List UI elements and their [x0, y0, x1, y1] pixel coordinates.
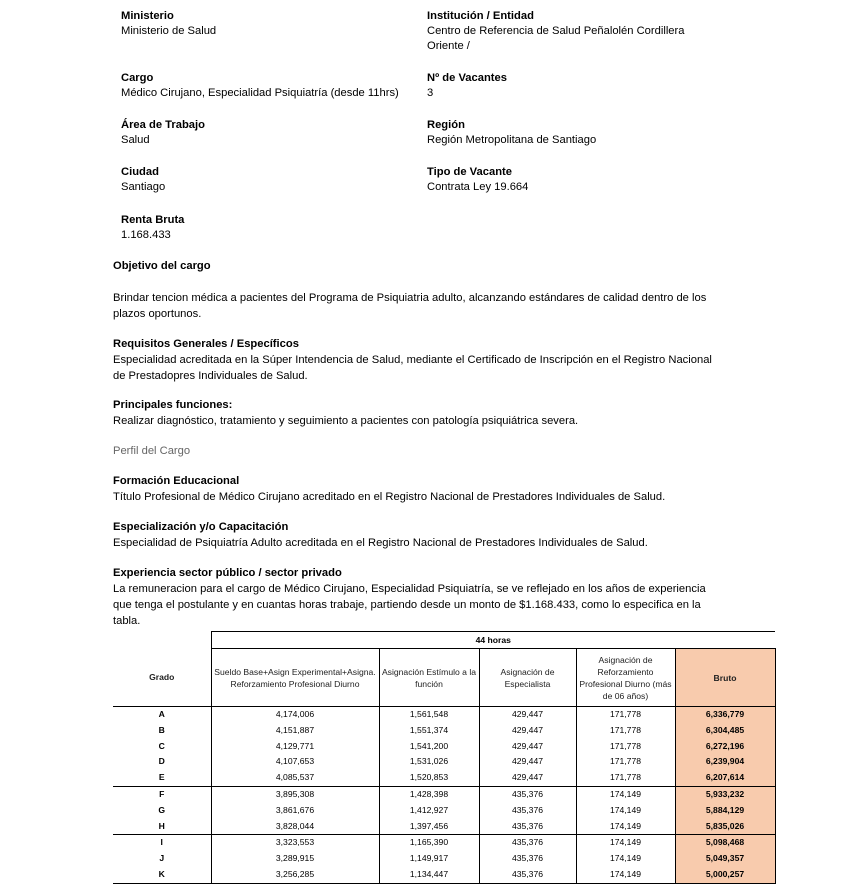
column-header: Sueldo Base+Asign Experimental+Asigna. Reforzamiento Profesional Diurno [211, 649, 379, 707]
table-cell: 429,447 [479, 723, 576, 739]
field-value: Ministerio de Salud [121, 25, 217, 37]
table-cell: 174,149 [576, 835, 675, 851]
field-label: Tipo de Vacante [427, 166, 512, 178]
salary-table [113, 631, 776, 884]
bruto-cell: 5,835,026 [675, 819, 775, 835]
bruto-cell: 5,000,257 [675, 867, 775, 883]
field-value: Centro de Referencia de Salud Peñalolén Cordillera [427, 25, 685, 37]
section-heading: Experiencia sector público / sector privado [113, 567, 342, 579]
table-cell: 429,447 [479, 754, 576, 770]
table-row [113, 819, 775, 835]
table-cell: 174,149 [576, 819, 675, 835]
column-header: Asignación de Especialista [479, 649, 576, 707]
table-cell: 435,376 [479, 786, 576, 802]
grado-cell: B [158, 724, 165, 735]
table-cell: 174,149 [576, 867, 675, 883]
grado-cell: E [158, 772, 165, 783]
bruto-cell: 6,272,196 [675, 739, 775, 755]
table-cell: 435,376 [479, 819, 576, 835]
bruto-cell: 5,049,357 [675, 851, 775, 867]
field-value: Salud [121, 134, 150, 146]
table-cell: 1,165,390 [379, 835, 479, 851]
grado-cell: C [158, 740, 165, 751]
section-body: Título Profesional de Médico Cirujano acreditado en el Registro Nacional de Prestadores Individuales de Salud. [113, 491, 666, 503]
field-tipo-vacante [427, 165, 528, 195]
grado-cell: A [158, 709, 165, 719]
section-requisitos [113, 336, 723, 384]
section-perfil [113, 443, 723, 459]
table-cell: 4,129,771 [211, 739, 379, 755]
field-cargo [121, 71, 399, 101]
table-cell: 435,376 [479, 867, 576, 883]
section-formacion [113, 473, 723, 505]
table-row [113, 739, 775, 755]
grado-header: Grado [113, 649, 211, 707]
salary-table-body [113, 707, 775, 884]
column-header: Asignación de Reforzamiento Profesional Diurno (más de 06 años) [576, 649, 675, 707]
grado-cell: F [113, 786, 211, 802]
table-cell: 171,778 [576, 739, 675, 755]
field-value: Contrata Ley 19.664 [427, 181, 529, 193]
table-cell: 3,828,044 [211, 819, 379, 835]
table-cell: 3,323,553 [211, 835, 379, 851]
bruto-cell: 6,336,779 [675, 707, 775, 723]
table-cell: 171,778 [576, 770, 675, 786]
table-cell: 174,149 [576, 803, 675, 819]
table-cell: 1,551,374 [379, 723, 479, 739]
hours-header: 44 horas [211, 632, 775, 649]
table-row [113, 867, 775, 883]
table-cell: 3,895,308 [211, 786, 379, 802]
field-label: Ministerio [121, 10, 174, 22]
grado-cell: D [158, 756, 165, 767]
table-cell: 435,376 [479, 851, 576, 867]
section-objetivo [113, 258, 723, 322]
field-institucion [427, 9, 684, 54]
table-cell: 1,561,548 [379, 707, 479, 723]
table-cell: 174,149 [576, 786, 675, 802]
bruto-cell: 5,098,468 [675, 835, 775, 851]
table-row [113, 803, 775, 819]
table-row [113, 754, 775, 770]
section-heading: Formación Educacional [113, 475, 240, 487]
table-cell: 3,861,676 [211, 803, 379, 819]
table-row [113, 851, 775, 867]
grado-cell: J [159, 853, 165, 864]
section-heading: Especialización y/o Capacitación [113, 521, 289, 533]
table-cell: 4,085,537 [211, 770, 379, 786]
section-heading: Requisitos Generales / Específicos [113, 338, 299, 350]
field-label: Institución / Entidad [427, 10, 534, 22]
grado-cell: G [158, 804, 166, 815]
field-label: Ciudad [121, 166, 159, 178]
bruto-cell: 5,884,129 [675, 803, 775, 819]
section-experiencia [113, 565, 723, 629]
field-value: Región Metropolitana de Santiago [427, 134, 597, 146]
field-ministerio [121, 9, 216, 39]
table-row [113, 786, 775, 802]
table-cell: 3,256,285 [211, 867, 379, 883]
field-label: Renta Bruta [121, 214, 185, 226]
field-vacantes [427, 71, 507, 101]
table-row [113, 723, 775, 739]
table-cell: 4,107,653 [211, 754, 379, 770]
section-body: La remuneracion para el cargo de Médico Cirujano, Especialidad Psiquiatría, se ve reflejado en los años de experiencia que tenga el postulante y en cuantas horas trabaje, partiendo desde un monto de $1.168.433, como lo especifica en la tabla. [113, 583, 706, 627]
table-cell: 429,447 [479, 739, 576, 755]
column-header: Asignación Estímulo a la función [379, 649, 479, 707]
section-heading: Objetivo del cargo [113, 260, 211, 272]
field-label: Área de Trabajo [121, 119, 205, 131]
section-especializacion [113, 519, 723, 551]
section-body: Brindar tencion médica a pacientes del Programa de Psiquiatria adulto, alcanzando estándares de calidad dentro de los plazos oportunos. [113, 292, 707, 320]
field-label: Cargo [121, 72, 154, 84]
table-cell: 1,149,917 [379, 851, 479, 867]
bruto-cell: 6,207,614 [675, 770, 775, 786]
field-value: Médico Cirujano, Especialidad Psiquiatría (desde 11hrs) [121, 87, 399, 99]
table-cell: 4,174,006 [211, 707, 379, 723]
section-heading: Perfil del Cargo [113, 445, 191, 457]
table-cell: 435,376 [479, 803, 576, 819]
section-body: Realizar diagnóstico, tratamiento y seguimiento a pacientes con patología psiquiátrica severa. [113, 415, 579, 427]
table-cell: 3,289,915 [211, 851, 379, 867]
table-cell: 1,134,447 [379, 867, 479, 883]
table-cell: 1,412,927 [379, 803, 479, 819]
field-value: 1.168.433 [121, 229, 171, 241]
field-value: Oriente / [427, 40, 470, 52]
section-funciones [113, 397, 723, 429]
field-label: Nº de Vacantes [427, 72, 507, 84]
bruto-cell: 6,304,485 [675, 723, 775, 739]
field-ciudad [121, 165, 165, 195]
table-cell: 1,397,456 [379, 819, 479, 835]
table-cell: 4,151,887 [211, 723, 379, 739]
section-body: Especialidad de Psiquiatría Adulto acreditada en el Registro Nacional de Prestadores Individuales de Salud. [113, 537, 648, 549]
table-row [113, 835, 775, 851]
table-cell: 1,428,398 [379, 786, 479, 802]
bruto-cell: 5,933,232 [675, 786, 775, 802]
bruto-header: Bruto [675, 649, 775, 707]
field-value: Santiago [121, 181, 166, 193]
table-cell: 171,778 [576, 723, 675, 739]
field-value: 3 [427, 87, 434, 99]
table-cell: 171,778 [576, 754, 675, 770]
bruto-cell: 6,239,904 [675, 754, 775, 770]
table-cell: 1,531,026 [379, 754, 479, 770]
table-cell: 429,447 [479, 707, 576, 723]
table-cell: 1,520,853 [379, 770, 479, 786]
grado-cell: K [113, 867, 211, 883]
field-area [121, 118, 205, 148]
table-row [113, 707, 775, 723]
table-row [113, 770, 775, 786]
field-label: Región [427, 119, 465, 131]
section-body: Especialidad acreditada en la Súper Intendencia de Salud, mediante el Certificado de Inscripción en el Registro Nacional de Prestadopres Individuales de Salud. [113, 354, 712, 382]
table-cell: 429,447 [479, 770, 576, 786]
table-cell: 174,149 [576, 851, 675, 867]
table-cell: 435,376 [479, 835, 576, 851]
section-heading: Principales funciones: [113, 399, 233, 411]
grado-cell: H [158, 820, 165, 831]
table-cell: 171,778 [576, 707, 675, 723]
field-renta-bruta [121, 213, 184, 243]
field-region [427, 118, 596, 148]
table-cell: 1,541,200 [379, 739, 479, 755]
grado-cell: I [113, 835, 211, 851]
